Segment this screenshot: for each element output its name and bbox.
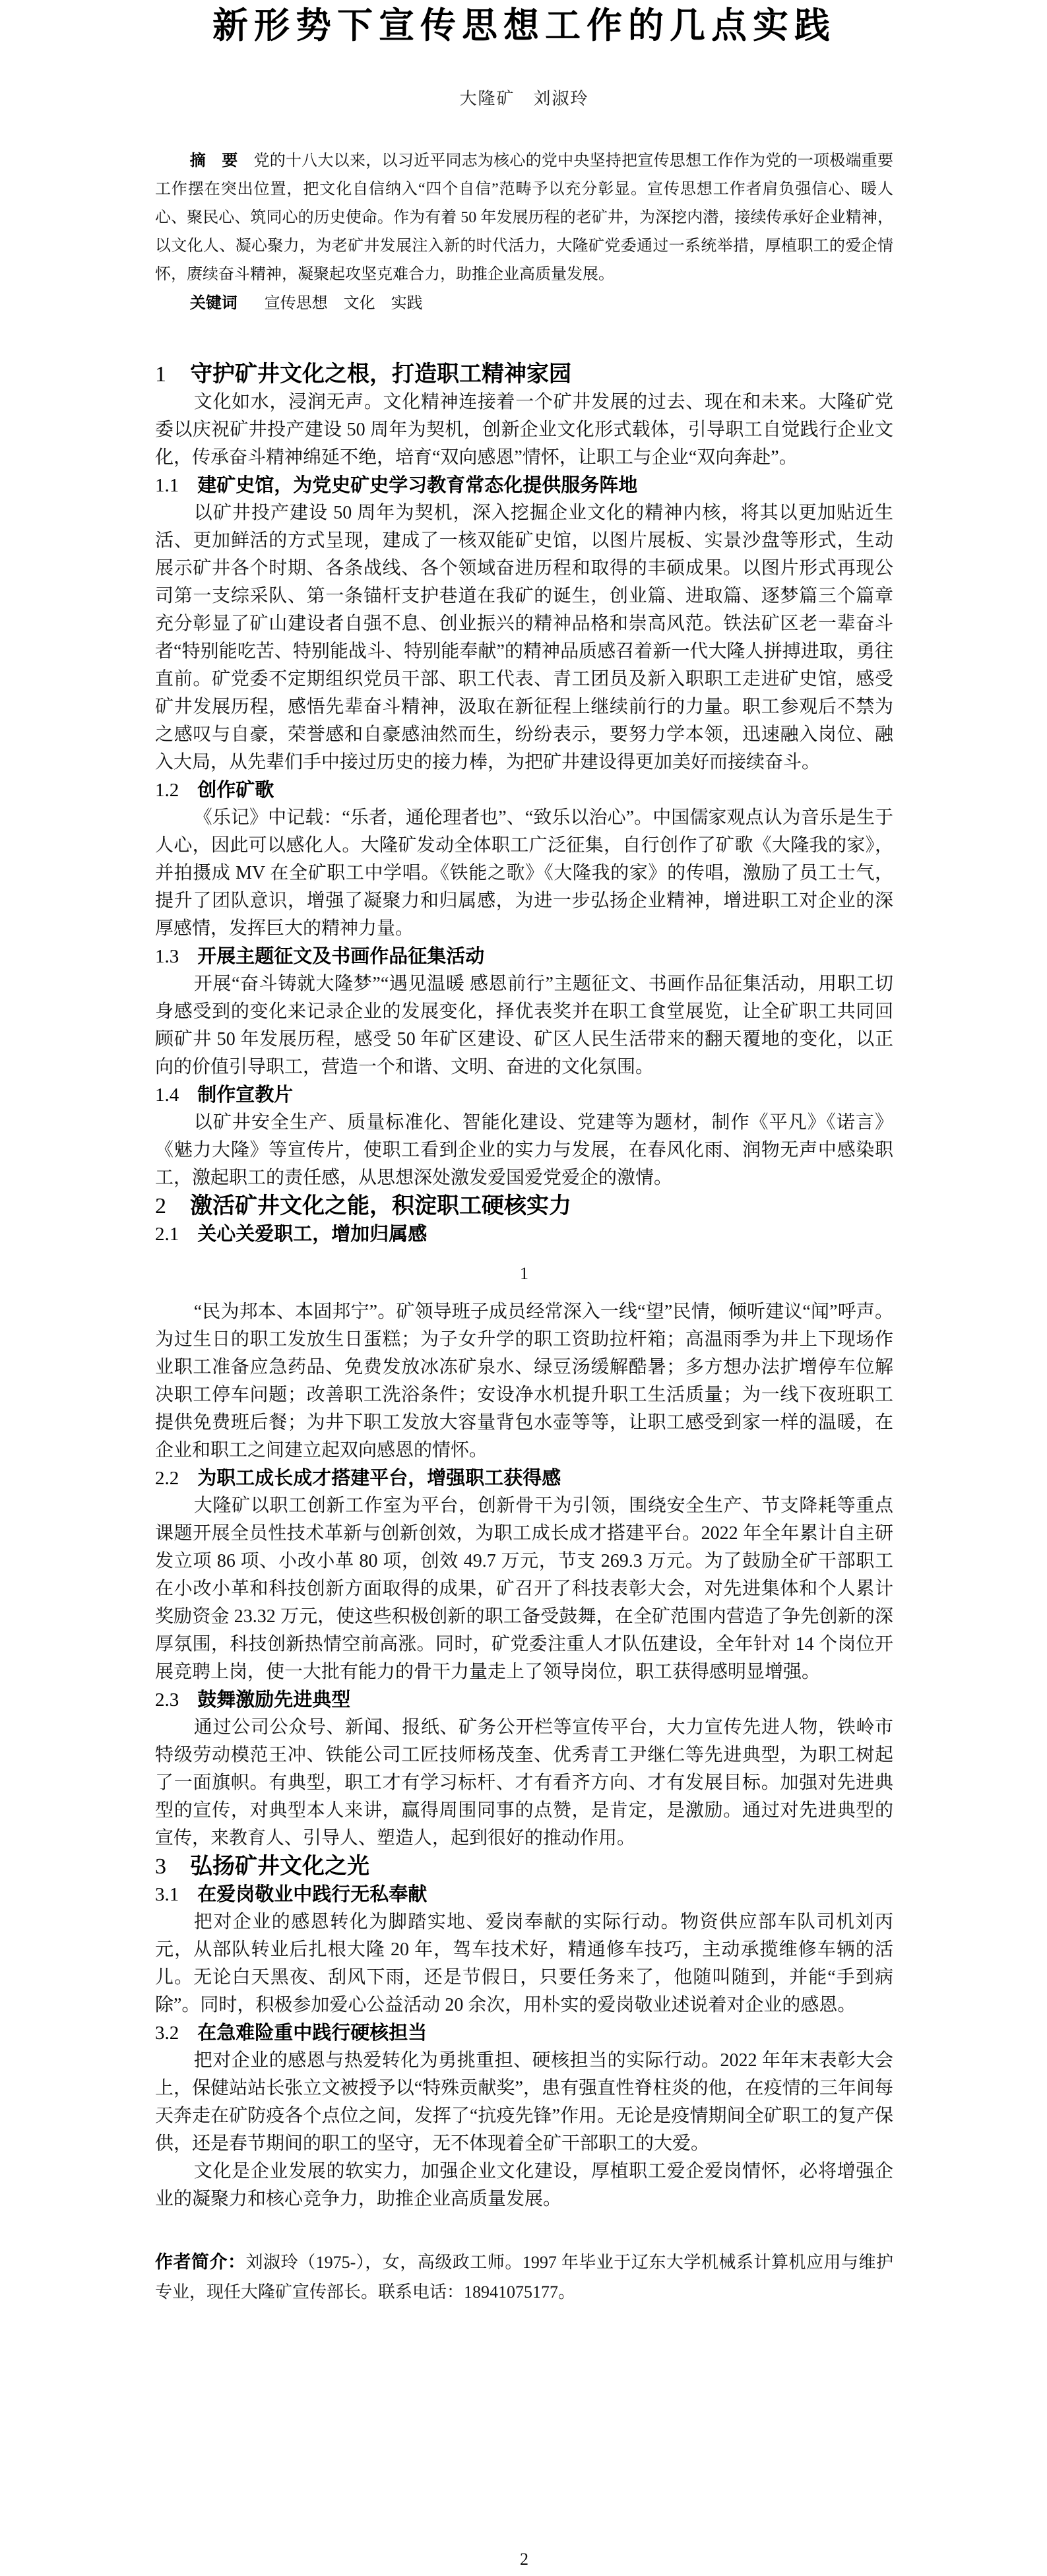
paragraph: 通过公司公众号、新闻、报纸、矿务公开栏等宣传平台，大力宣传先进人物，铁岭市特级劳动模范王冲、铁能公司工匠技师杨茂奎、优秀青工尹继仁等先进典型，为职工树起了一面旗帜。有典型，职工才有学习标杆、才有看齐方向、才有发展目标。加强对先进典型的宣传，对典型本人来讲，赢得周围同事的点赞，是肯定，是激励。通过对先进典型的宣传，来教育人、引导人、塑造人，起到很好的推动作用。	[155, 1717, 893, 1848]
section-title: 守护矿井文化之根，打造职工精神家园	[190, 361, 571, 387]
abstract-label: 摘 要	[189, 152, 238, 170]
section-number: 1.4	[155, 1084, 179, 1106]
section-heading-1.2	[155, 776, 893, 804]
section-number: 3	[155, 1854, 166, 1879]
paragraph: 以矿井投产建设 50 周年为契机，深入挖掘企业文化的精神内核，将其以更加贴近生活、更加鲜活的方式呈现，建成了一核双能矿史馆，以图片展板、实景沙盘等形式，生动展示矿井各个时期、各条战线、各个领域奋进历程和取得的丰硕成果。以图片形式再现公司第一支综采队、第一条锚杆支护巷道在我矿的诞生，创业篇、进取篇、逐梦篇三个篇章充分彰显了矿山建设者自强不息、创业振兴的精神品格和崇高风范。铁法矿区老一辈奋斗者“特别能吃苦、特别能战斗、特别能奉献”的精神品质感召着新一代大隆人拼搏进取，勇往直前。矿党委不定期组织党员干部、职工代表、青工团员及新入职职工走进矿史馆，感受矿井发展历程，感悟先辈奋斗精神，汲取在新征程上继续前行的力量。职工参观后不禁为之感叹与自豪，荣誉感和自豪感油然而生，纷纷表示，要努力学本领，迅速融入岗位、融入大局，从先辈们手中接过历史的接力棒，为把矿井建设得更加美好而接续奋斗。	[155, 503, 893, 772]
paragraph: “民为邦本、本固邦宁”。矿领导班子成员经常深入一线“望”民情，倾听建议“闻”呼声。为过生日的职工发放生日蛋糕；为子女升学的职工资助拉杆箱；高温雨季为井上下现场作业职工准备应急药品、免费发放冰冻矿泉水、绿豆汤缓解酷暑；多方想办法扩增停车位解决职工停车问题；改善职工洗浴条件；安设净水机提升职工生活质量；为一线下夜班职工提供免费班后餐；为井下职工发放大容量背包水壶等等，让职工感受到家一样的温暖，在企业和职工之间建立起双向感恩的情怀。	[155, 1302, 893, 1461]
section-number: 1.2	[155, 780, 179, 801]
section-heading-2.3	[155, 1686, 893, 1714]
section-title: 弘扬矿井文化之光	[190, 1854, 369, 1879]
section-number: 1.3	[155, 946, 179, 967]
section-heading-2.2	[155, 1464, 893, 1492]
author-bio	[155, 2247, 893, 2307]
keywords-text: 宣传思想 文化 实践	[264, 295, 423, 312]
paragraph: 《乐记》中记载：“乐者，通伦理者也”、“致乐以治心”。中国儒家观点认为音乐是生于人心，因此可以感化人。大隆矿发动全体职工广泛征集，自行创作了矿歌《大隆我的家》，并拍摄成 MV 在全矿职工中学唱。《铁能之歌》《大隆我的家》的传唱，激励了员工士气，提升了团队意识，增强了凝聚力和归属感，为进一步弘扬企业精神，增进职工对企业的深厚感情，发挥巨大的精神力量。	[155, 807, 893, 939]
paragraph: 开展“奋斗铸就大隆梦”“遇见温暖 感恩前行”主题征文、书画作品征集活动，用职工切身感受到的变化来记录企业的发展变化，择优表奖并在职工食堂展览，让全矿职工共同回顾矿井 50 年发展历程，感受 50 年矿区建设、矿区人民生活带来的翻天覆地的变化，以正向的价值引导职工，营造一个和谐、文明、奋进的文化氛围。	[155, 974, 893, 1077]
author-bio-label: 作者简介：	[155, 2252, 246, 2272]
section-heading-1.4	[155, 1081, 893, 1109]
section-number: 2.3	[155, 1689, 179, 1711]
keywords-label: 关键词	[189, 294, 238, 312]
section-title: 在爱岗敬业中践行无私奉献	[197, 1884, 428, 1905]
keywords	[155, 289, 893, 318]
section-number: 2	[155, 1194, 166, 1218]
section-title: 创作矿歌	[197, 780, 274, 801]
section-title: 建矿史馆，为党史矿史学习教育常态化提供服务阵地	[197, 475, 638, 496]
paragraph: 文化如水，浸润无声。文化精神连接着一个矿井发展的过去、现在和未来。大隆矿党委以庆祝矿井投产建设 50 周年为契机，创新企业文化形式载体，引导职工自觉践行企业文化，传承奋斗精神绵延不绝，培育“双向感恩”情怀，让职工与企业“双向奔赴”。	[155, 392, 893, 468]
abstract-text: 党的十八大以来，以习近平同志为核心的党中央坚持把宣传思想工作作为党的一项极端重要工作摆在突出位置，把文化自信纳入“四个自信”范畴予以充分彰显。宣传思想工作者肩负强信心、暖人心、聚民心、筑同心的历史使命。作为有着 50 年发展历程的老矿井，为深挖内潜，接续传承好企业精神，以文化人、凝心聚力，为老矿井发展注入新的时代活力，大隆矿党委通过一系统举措，厚植职工的爱企情怀，赓续奋斗精神，凝聚起攻坚克难合力，助推企业高质量发展。	[155, 152, 894, 283]
section-heading-3.1	[155, 1881, 893, 1908]
section-heading-1	[155, 360, 893, 389]
paragraph: 大隆矿以职工创新工作室为平台，创新骨干为引领，围绕安全生产、节支降耗等重点课题开展全员性技术革新与创新创效，为职工成长成才搭建平台。2022 年全年累计自主研发立项 86 项、小改小革 80 项，创效 49.7 万元，节支 269.3 万元。为了鼓励全矿干部职工在小改小革和科技创新方面取得的成果，矿召开了科技表彰大会，对先进集体和个人累计奖励资金 23.32 万元，使这些积极创新的职工备受鼓舞，在全矿范围内营造了争先创新的深厚氛围，科技创新热情空前高涨。同时，矿党委注重人才队伍建设，全年针对 14 个岗位开展竞聘上岗，使一大批有能力的骨干力量走上了领导岗位，职工获得感明显增强。	[155, 1495, 893, 1682]
section-heading-3	[155, 1852, 893, 1881]
section-number: 1.1	[155, 475, 179, 496]
section-number: 2.1	[155, 1224, 179, 1245]
page-title: 新形势下宣传思想工作的几点实践	[212, 6, 836, 46]
section-heading-1.3	[155, 943, 893, 970]
section-number: 2.2	[155, 1468, 179, 1489]
article-body	[155, 360, 893, 2213]
paragraph: 文化是企业发展的软实力，加强企业文化建设，厚植职工爱企爱岗情怀，必将增强企业的凝聚力和核心竞争力，助推企业高质量发展。	[155, 2161, 893, 2209]
section-title: 关心关爱职工，增加归属感	[197, 1224, 428, 1245]
section-title: 激活矿井文化之能，积淀职工硬核实力	[190, 1193, 571, 1218]
section-title: 开展主题征文及书画作品征集活动	[197, 946, 485, 967]
section-number: 3.1	[155, 1884, 179, 1905]
abstract	[155, 146, 893, 289]
page-number: 2	[520, 2550, 528, 2569]
section-title: 在急难险重中践行硬核担当	[197, 2023, 428, 2044]
author-bio-text: 刘淑玲（1975-），女，高级政工师。1997 年毕业于辽东大学机械系计算机应用与维护专业，现任大隆矿宣传部长。联系电话：18941075177。	[155, 2253, 893, 2302]
section-title: 鼓舞激励先进典型	[197, 1689, 351, 1711]
section-heading-2	[155, 1192, 893, 1220]
section-heading-3.2	[155, 2019, 893, 2047]
section-title: 为职工成长成才搭建平台，增强职工获得感	[197, 1468, 561, 1489]
paragraph: 以矿井安全生产、质量标准化、智能化建设、党建等为题材，制作《平凡》《诺言》《魅力大隆》等宣传片，使职工看到企业的实力与发展，在春风化雨、润物无声中感染职工，激起职工的责任感，从思想深处激发爱国爱党爱企的激情。	[155, 1112, 893, 1188]
author-line: 大隆矿 刘淑玲	[459, 89, 589, 108]
section-number: 3.2	[155, 2023, 179, 2044]
section-title: 制作宣教片	[197, 1084, 294, 1106]
page-number: 1	[520, 1264, 528, 1283]
section-heading-2.1	[155, 1220, 893, 1248]
section-number: 1	[155, 362, 166, 387]
section-heading-1.1	[155, 472, 893, 499]
paragraph: 把对企业的感恩与热爱转化为勇挑重担、硬核担当的实际行动。2022 年年末表彰大会上，保健站站长张立文被授予以“特殊贡献奖”，患有强直性脊柱炎的他，在疫情的三年间每天奔走在矿防疫各个点位之间，发挥了“抗疫先锋”作用。无论是疫情期间全矿职工的复产保供，还是春节期间的职工的坚守，无不体现着全矿干部职工的大爱。	[155, 2050, 893, 2154]
paragraph: 把对企业的感恩转化为脚踏实地、爱岗奉献的实际行动。物资供应部车队司机刘丙元，从部队转业后扎根大隆 20 年，驾车技术好，精通修车技巧，主动承揽维修车辆的活儿。无论白天黑夜、刮风下雨，还是节假日，只要任务来了，他随叫随到，并能“手到病除”。同时，积极参加爱心公益活动 20 余次，用朴实的爱岗敬业述说着对企业的感恩。	[155, 1912, 893, 2015]
